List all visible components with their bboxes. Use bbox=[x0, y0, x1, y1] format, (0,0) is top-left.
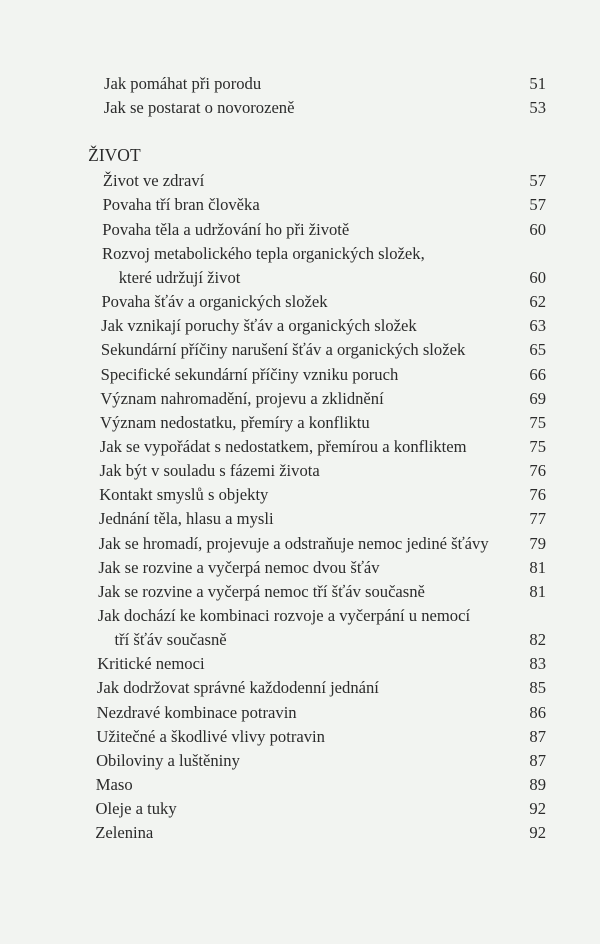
toc-entry bbox=[0, 338, 600, 362]
toc-entry bbox=[0, 411, 600, 435]
entry-title: Život ve zdraví bbox=[102, 171, 205, 191]
page-number: 87 bbox=[529, 750, 546, 770]
entry-title: Maso bbox=[95, 775, 133, 795]
toc-entry bbox=[0, 193, 600, 217]
entry-title: Povaha těla a udržování ho při životě bbox=[102, 219, 350, 239]
page-number: 57 bbox=[529, 171, 546, 191]
entry-title: Oleje a tuky bbox=[95, 799, 177, 819]
page-number: 83 bbox=[529, 654, 546, 674]
toc-entry bbox=[0, 290, 600, 314]
toc-entry bbox=[0, 96, 600, 120]
entry-title: Nezdravé kombinace potravin bbox=[96, 702, 297, 722]
page-number: 76 bbox=[529, 461, 546, 481]
entry-title: Specifické sekundární příčiny vzniku poruch bbox=[100, 364, 399, 384]
entry-title: Význam nahromadění, projevu a zklidnění bbox=[100, 388, 384, 408]
toc-entry bbox=[0, 725, 600, 749]
page-number: 89 bbox=[529, 775, 546, 795]
toc-entry bbox=[0, 459, 600, 483]
page-number: 76 bbox=[529, 485, 546, 505]
page-number: 87 bbox=[529, 726, 546, 746]
entry-title: tří šťáv současně bbox=[114, 630, 227, 650]
page-number: 69 bbox=[529, 388, 546, 408]
toc-entry bbox=[0, 556, 600, 580]
section-title: ŽIVOT bbox=[88, 145, 141, 166]
entry-title: Jak se hromadí, projevuje a odstraňuje nemoc jediné šťávy bbox=[98, 533, 489, 553]
entry-title: Význam nedostatku, přemíry a konfliktu bbox=[100, 412, 370, 432]
toc-entry bbox=[0, 363, 600, 387]
page-number: 63 bbox=[529, 316, 546, 336]
entry-title: Jak dodržovat správné každodenní jednání bbox=[96, 678, 379, 698]
page-number: 75 bbox=[529, 412, 546, 432]
toc-entry bbox=[0, 218, 600, 242]
entry-title: Zelenina bbox=[95, 823, 154, 843]
toc-entry bbox=[0, 797, 600, 821]
page-number: 65 bbox=[529, 340, 546, 360]
toc-entry bbox=[0, 507, 600, 531]
entry-title: Jak pomáhat při porodu bbox=[104, 74, 262, 93]
toc-entry bbox=[0, 701, 600, 725]
toc-entry bbox=[0, 314, 600, 338]
entry-title: Povaha šťáv a organických složek bbox=[101, 292, 328, 312]
toc-entry bbox=[0, 676, 600, 700]
page-number: 77 bbox=[529, 509, 546, 529]
toc-entry bbox=[0, 435, 600, 459]
toc-entry bbox=[0, 604, 600, 628]
page-number: 86 bbox=[529, 702, 546, 722]
entry-title: Obiloviny a luštěniny bbox=[96, 750, 240, 770]
toc-entry bbox=[0, 773, 600, 797]
entry-title: Jak dochází ke kombinaci rozvoje a vyčerpání u nemocí bbox=[97, 606, 471, 625]
page-number: 79 bbox=[529, 533, 546, 553]
toc-entry bbox=[0, 532, 600, 556]
toc-entry bbox=[0, 242, 600, 266]
entry-title: Jak vznikají poruchy šťáv a organických složek bbox=[101, 316, 417, 336]
page-number: 81 bbox=[529, 581, 546, 601]
entry-title: Jednání těla, hlasu a mysli bbox=[98, 509, 274, 529]
toc-entry bbox=[0, 169, 600, 193]
page-number: 85 bbox=[529, 678, 546, 698]
page-number: 92 bbox=[529, 823, 546, 843]
entry-title: Jak se rozvine a vyčerpá nemoc tří šťáv současně bbox=[98, 581, 425, 601]
page-number: 53 bbox=[529, 98, 546, 118]
toc-entry bbox=[0, 483, 600, 507]
entry-title: Kontakt smyslů s objekty bbox=[99, 485, 269, 505]
toc-entry bbox=[0, 821, 600, 845]
page-number: 82 bbox=[529, 630, 546, 650]
entry-title: Jak se postarat o novorozeně bbox=[103, 98, 295, 118]
toc-entry bbox=[0, 266, 600, 290]
page-number: 60 bbox=[529, 219, 546, 239]
toc-entry bbox=[0, 628, 600, 652]
entry-title: Jak být v souladu s fázemi života bbox=[99, 461, 320, 481]
entry-title: Sekundární příčiny narušení šťáv a organických složek bbox=[100, 340, 466, 360]
entry-title: Rozvoj metabolického tepla organických složek, bbox=[102, 243, 425, 263]
page-number: 57 bbox=[529, 195, 546, 215]
page-number: 92 bbox=[529, 799, 546, 819]
page-number: 66 bbox=[529, 364, 546, 384]
entry-title: Jak se rozvine a vyčerpá nemoc dvou šťáv bbox=[98, 557, 380, 577]
toc-entry bbox=[0, 749, 600, 773]
entry-title: Kritické nemoci bbox=[97, 654, 205, 674]
section-heading bbox=[0, 143, 600, 167]
toc-entry bbox=[0, 72, 600, 96]
entry-title: Jak se vypořádat s nedostatkem, přemírou a konfliktem bbox=[99, 436, 467, 456]
entry-title: Užitečné a škodlivé vlivy potravin bbox=[96, 726, 325, 746]
toc-entry bbox=[0, 652, 600, 676]
toc-entry bbox=[0, 387, 600, 411]
page-number: 60 bbox=[529, 267, 546, 287]
page-number: 51 bbox=[529, 74, 546, 93]
entry-title: které udržují život bbox=[118, 267, 241, 287]
page-number: 81 bbox=[529, 557, 546, 577]
entry-title: Povaha tří bran člověka bbox=[102, 195, 260, 215]
page-number: 62 bbox=[529, 292, 546, 312]
toc-entry bbox=[0, 580, 600, 604]
page-number: 75 bbox=[529, 436, 546, 456]
